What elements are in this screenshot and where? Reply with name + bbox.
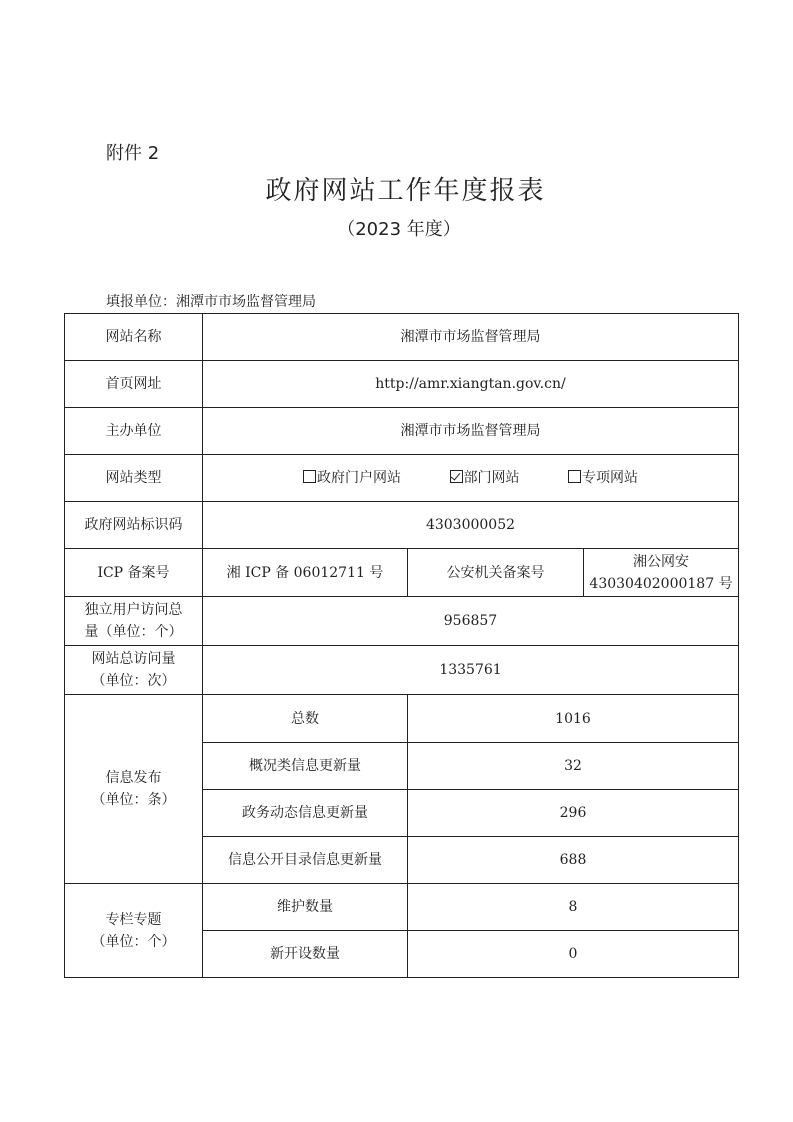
site-type-label: 网站类型 (65, 455, 203, 502)
site-id-value: 4303000052 (203, 502, 739, 549)
label-line1: 信息发布 (105, 770, 162, 786)
info-row-value: 32 (408, 743, 739, 790)
columns-row-value: 8 (408, 884, 739, 931)
site-id-label: 政府网站标识码 (65, 502, 203, 549)
site-type-options (203, 455, 739, 502)
columns-row-label: 新开设数量 (203, 931, 408, 978)
option-label: 专项网站 (581, 470, 638, 486)
homepage-value: http://amr.xiangtan.gov.cn/ (203, 361, 739, 408)
option-label: 部门网站 (463, 470, 520, 486)
homepage-label: 首页网址 (65, 361, 203, 408)
checkbox-icon[interactable] (303, 470, 316, 483)
site-type-option-department[interactable] (450, 467, 520, 489)
site-type-option-special[interactable] (568, 467, 638, 489)
info-row-label: 政务动态信息更新量 (203, 790, 408, 837)
total-visits-value: 1335761 (203, 646, 739, 695)
sponsor-value: 湘潭市市场监督管理局 (203, 408, 739, 455)
police-record-line1: 湘公网安 (633, 553, 689, 570)
table-row (65, 597, 739, 646)
site-type-option-portal[interactable] (303, 467, 401, 489)
info-publish-label (65, 695, 203, 884)
label-line1: 专栏专题 (105, 911, 162, 928)
unique-visitors-label (65, 597, 203, 646)
info-row-value: 688 (408, 837, 739, 884)
report-table (64, 313, 739, 978)
table-row (65, 502, 739, 549)
checkbox-icon[interactable] (568, 470, 581, 483)
unique-visitors-value: 956857 (203, 597, 739, 646)
attachment-label: 附件 2 (106, 143, 160, 164)
option-label: 政府门户网站 (317, 470, 402, 486)
info-row-label: 信息公开目录信息更新量 (203, 837, 408, 884)
label-line2: 量（单位：个） (84, 624, 183, 640)
table-row (65, 884, 739, 931)
label-line1: 网站总访问量 (91, 651, 176, 667)
police-record-label: 公安机关备案号 (408, 549, 584, 597)
columns-row-value: 0 (408, 931, 739, 978)
table-row (65, 455, 739, 502)
total-visits-label (65, 646, 203, 695)
site-name-label: 网站名称 (65, 314, 203, 361)
table-row (65, 361, 739, 408)
icp-value: 湘 ICP 备 06012711 号 (203, 549, 408, 597)
site-name-value: 湘潭市市场监督管理局 (203, 314, 739, 361)
info-row-label: 总数 (203, 695, 408, 743)
info-row-value: 296 (408, 790, 739, 837)
page-title: 政府网站工作年度报表 (265, 176, 546, 206)
table-row (65, 695, 739, 743)
label-line2: （单位：个） (91, 933, 176, 950)
label-line1: 独立用户访问总 (84, 602, 183, 618)
table-row (65, 646, 739, 695)
table-row (65, 549, 739, 597)
label-line2: （单位：条） (91, 792, 176, 808)
police-record-value (584, 549, 739, 597)
columns-label (65, 884, 203, 978)
police-record-line2: 43030402000187 号 (589, 575, 733, 592)
icp-label: ICP 备案号 (65, 549, 203, 597)
table-row (65, 314, 739, 361)
label-line2: （单位：次） (91, 673, 176, 689)
checkbox-checked-icon[interactable] (450, 470, 463, 483)
page-subtitle: （2023 年度） (337, 219, 461, 240)
info-row-value: 1016 (408, 695, 739, 743)
table-row (65, 408, 739, 455)
columns-row-label: 维护数量 (203, 884, 408, 931)
info-row-label: 概况类信息更新量 (203, 743, 408, 790)
filler-unit: 填报单位：湘潭市市场监督管理局 (106, 294, 316, 310)
sponsor-label: 主办单位 (65, 408, 203, 455)
